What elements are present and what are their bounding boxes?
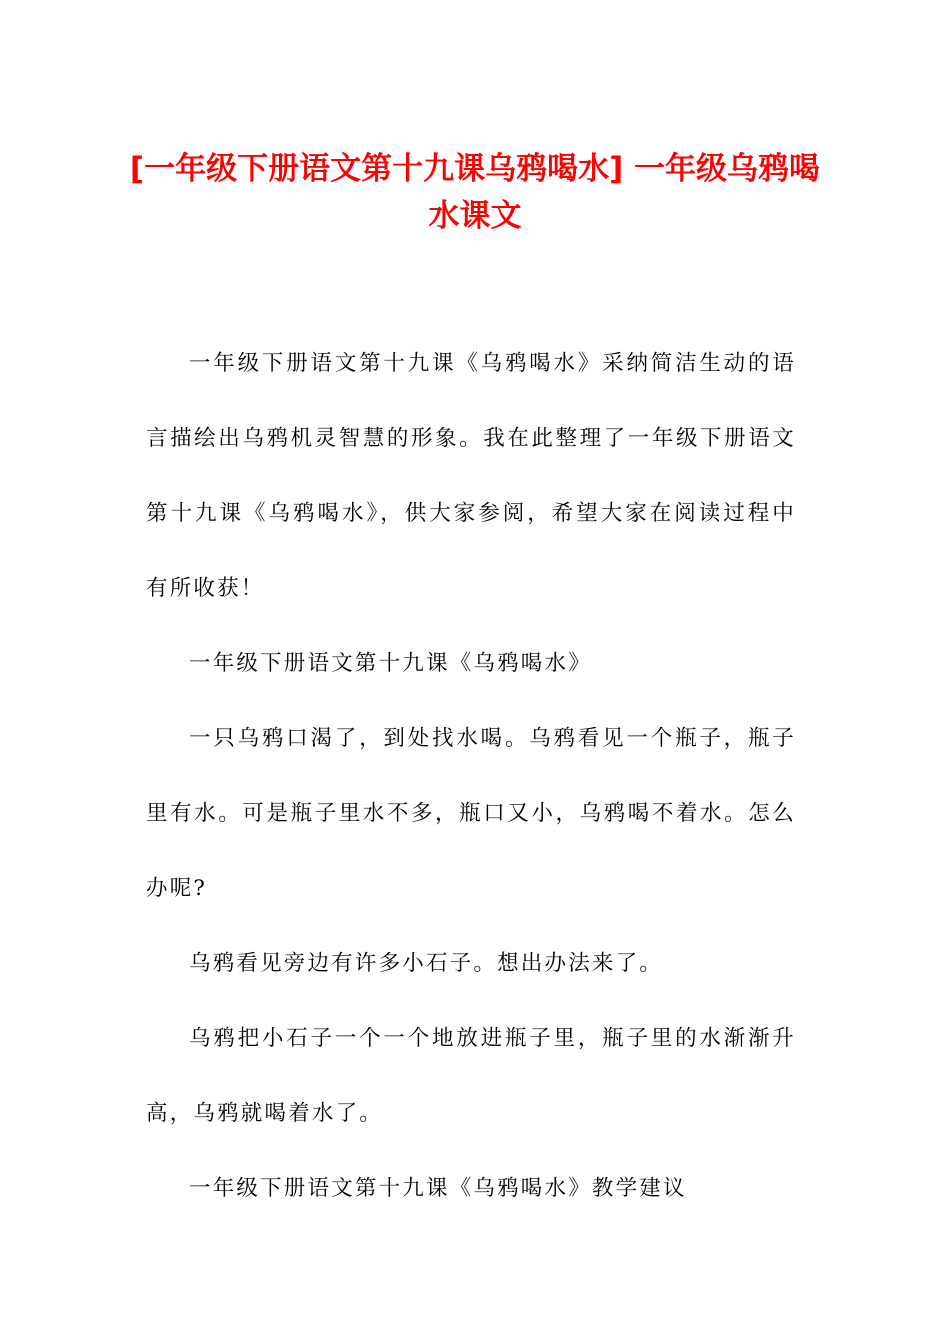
document-body [146, 326, 796, 1226]
paragraph-story-3: 乌鸦把小石子一个一个地放进瓶子里，瓶子里的水渐渐升高，乌鸦就喝着水了。 [146, 1026, 796, 1126]
paragraph-story-2: 乌鸦看见旁边有许多小石子。想出办法来了。 [189, 951, 664, 976]
paragraph-heading-suggestions: 一年级下册语文第十九课《乌鸦喝水》教学建议 [189, 1176, 687, 1201]
paragraph-story-1: 一只乌鸦口渴了，到处找水喝。乌鸦看见一个瓶子，瓶子里有水。可是瓶子里水不多，瓶口又小，乌鸦喝不着水。怎么办呢? [146, 726, 796, 901]
paragraph-intro: 一年级下册语文第十九课《乌鸦喝水》采纳简洁生动的语言描绘出乌鸦机灵智慧的形象。我在此整理了一年级下册语文第十九课《乌鸦喝水》，供大家参阅，希望大家在阅读过程中有所收获！ [146, 351, 796, 601]
paragraph-heading-lesson: 一年级下册语文第十九课《乌鸦喝水》 [189, 651, 592, 676]
document-title: [一年级下册语文第十九课乌鸦喝水] 一年级乌鸦喝水课文 [129, 151, 821, 234]
